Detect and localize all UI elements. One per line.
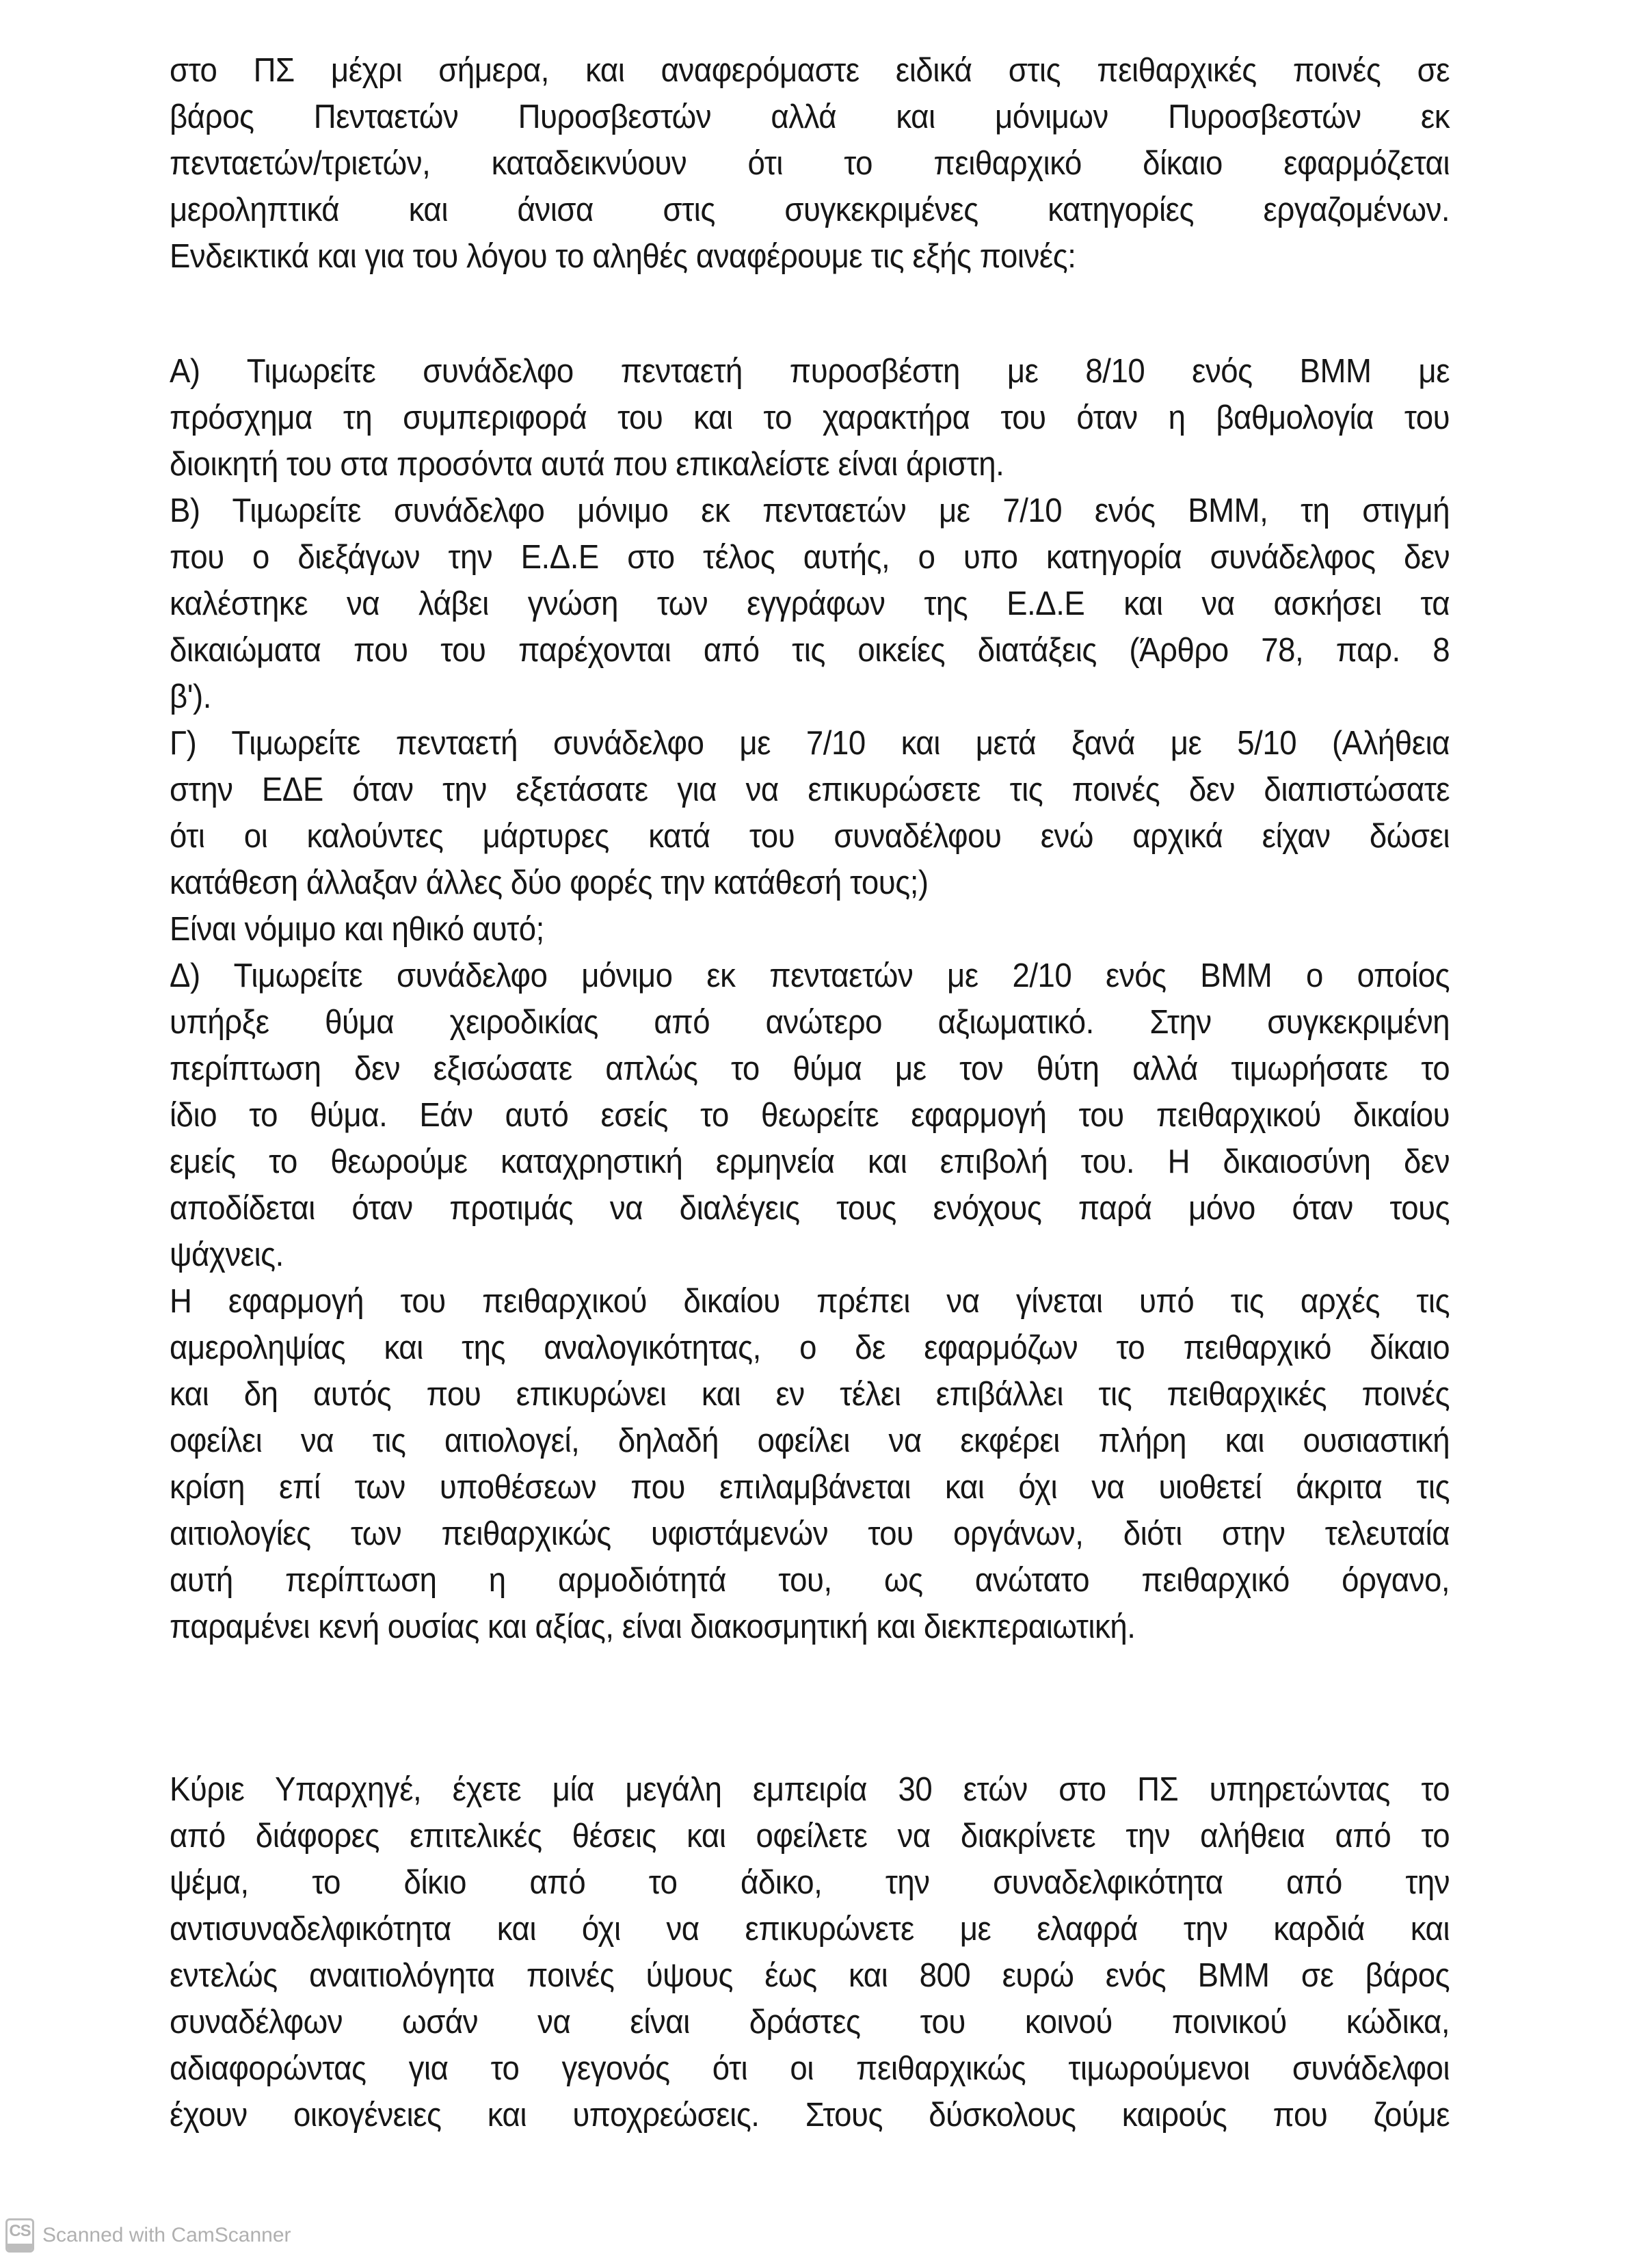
text-line: ίδιο το θύμα. Εάν αυτό εσείς το θεωρείτε εφαρμογή του πειθαρχικού δικαίου: [170, 1097, 1450, 1134]
text-line: βάρος Πενταετών Πυροσβεστών αλλά και μόνιμων Πυροσβεστών εκ: [170, 98, 1450, 135]
camscanner-logo-icon: [5, 2218, 34, 2253]
text-line: Η εφαρμογή του πειθαρχικού δικαίου πρέπει να γίνεται υπό τις αρχές τις: [170, 1283, 1450, 1320]
text-line: καλέστηκε να λάβει γνώση των εγγράφων της Ε.Δ.Ε και να ασκήσει τα: [170, 585, 1450, 622]
text-line: πενταετών/τριετών, καταδεικνύουν ότι το πειθαρχικό δίκαιο εφαρμόζεται: [170, 145, 1450, 182]
text-line: περίπτωση δεν εξισώσατε απλώς το θύμα με τον θύτη αλλά τιμωρήσατε το: [170, 1050, 1450, 1087]
text-line: αιτιολογίες των πειθαρχικώς υφιστάμενών του οργάνων, διότι στην τελευταία: [170, 1515, 1450, 1552]
text-line: ψάχνεις.: [170, 1236, 284, 1273]
text-line: Είναι νόμιμο και ηθικό αυτό;: [170, 911, 544, 948]
text-line: Ενδεικτικά και για του λόγου το αληθές αναφέρουμε τις εξής ποινές:: [170, 238, 1076, 275]
text-line: αδιαφορώντας για το γεγονός ότι οι πειθαρχικώς τιμωρούμενοι συνάδελφοι: [170, 2050, 1450, 2087]
text-line: Α) Τιμωρείτε συνάδελφο πενταετή πυροσβέστη με 8/10 ενός ΒΜΜ με: [170, 353, 1450, 390]
text-line: από διάφορες επιτελικές θέσεις και οφείλετε να διακρίνετε την αλήθεια από το: [170, 1818, 1450, 1855]
camscanner-logo-text: CS: [9, 2222, 31, 2240]
camscanner-logo-bar: [8, 2244, 32, 2250]
text-line: στην ΕΔΕ όταν την εξετάσατε για να επικυρώσετε τις ποινές δεν διαπιστώσατε: [170, 771, 1450, 808]
text-line: μεροληπτικά και άνισα στις συγκεκριμένες κατηγορίες εργαζομένων.: [170, 191, 1450, 228]
text-line: Γ) Τιμωρείτε πενταετή συνάδελφο με 7/10 και μετά ξανά με 5/10 (Αλήθεια: [170, 725, 1450, 762]
text-line: παραμένει κενή ουσίας και αξίας, είναι διακοσμητική και διεκπεραιωτική.: [170, 1608, 1136, 1645]
text-line: κρίση επί των υποθέσεων που επιλαμβάνεται και όχι να υιοθετεί άκριτα τις: [170, 1469, 1450, 1506]
text-line: διοικητή του στα προσόντα αυτά που επικαλείστε είναι άριστη.: [170, 446, 1004, 483]
text-line: Δ) Τιμωρείτε συνάδελφο μόνιμο εκ πενταετών με 2/10 ενός ΒΜΜ ο οποίος: [170, 957, 1450, 994]
text-line: οφείλει να τις αιτιολογεί, δηλαδή οφείλει να εκφέρει πλήρη και ουσιαστική: [170, 1422, 1450, 1459]
camscanner-watermark: [5, 2220, 291, 2250]
text-line: αντισυναδελφικότητα και όχι να επικυρώνετε με ελαφρά την καρδιά και: [170, 1911, 1450, 1948]
text-line: συναδέλφων ωσάν να είναι δράστες του κοινού ποινικού κώδικα,: [170, 2004, 1450, 2041]
text-line: ότι οι καλούντες μάρτυρες κατά του συναδέλφου ενώ αρχικά είχαν δώσει: [170, 818, 1450, 855]
text-line: έχουν οικογένειες και υποχρεώσεις. Στους δύσκολους καιρούς που ζούμε: [170, 2097, 1450, 2134]
text-line: αυτή περίπτωση η αρμοδιότητά του, ως ανώτατο πειθαρχικό όργανο,: [170, 1562, 1450, 1599]
text-line: και δη αυτός που επικυρώνει και εν τέλει επιβάλλει τις πειθαρχικές ποινές: [170, 1376, 1450, 1413]
text-line: εμείς το θεωρούμε καταχρηστική ερμηνεία και επιβολή του. Η δικαιοσύνη δεν: [170, 1143, 1450, 1180]
text-line: αποδίδεται όταν προτιμάς να διαλέγεις τους ενόχους παρά μόνο όταν τους: [170, 1190, 1450, 1227]
text-line: β').: [170, 678, 211, 715]
text-line: αμεροληψίας και της αναλογικότητας, ο δε εφαρμόζων το πειθαρχικό δίκαιο: [170, 1329, 1450, 1366]
text-line: που ο διεξάγων την Ε.Δ.Ε στο τέλος αυτής, ο υπο κατηγορία συνάδελφος δεν: [170, 539, 1450, 576]
text-line: εντελώς αναιτιολόγητα ποινές ύψους έως και 800 ευρώ ενός ΒΜΜ σε βάρος: [170, 1957, 1450, 1994]
text-line: δικαιώματα που του παρέχονται από τις οικείες διατάξεις (Άρθρο 78, παρ. 8: [170, 632, 1450, 669]
text-line: υπήρξε θύμα χειροδικίας από ανώτερο αξιωματικό. Στην συγκεκριμένη: [170, 1004, 1450, 1041]
text-line: Β) Τιμωρείτε συνάδελφο μόνιμο εκ πενταετών με 7/10 ενός ΒΜΜ, τη στιγμή: [170, 492, 1450, 529]
text-line: κατάθεση άλλαξαν άλλες δύο φορές την κατάθεσή τους;): [170, 864, 929, 901]
text-line: ψέμα, το δίκιο από το άδικο, την συναδελφικότητα από την: [170, 1864, 1450, 1901]
text-line: Κύριε Υπαρχηγέ, έχετε μία μεγάλη εμπειρία 30 ετών στο ΠΣ υπηρετώντας το: [170, 1771, 1450, 1808]
text-line: πρόσχημα τη συμπεριφορά του και το χαρακτήρα του όταν η βαθμολογία του: [170, 399, 1450, 436]
text-line: στο ΠΣ μέχρι σήμερα, και αναφερόμαστε ειδικά στις πειθαρχικές ποινές σε: [170, 52, 1450, 89]
camscanner-label: Scanned with CamScanner: [42, 2224, 291, 2246]
